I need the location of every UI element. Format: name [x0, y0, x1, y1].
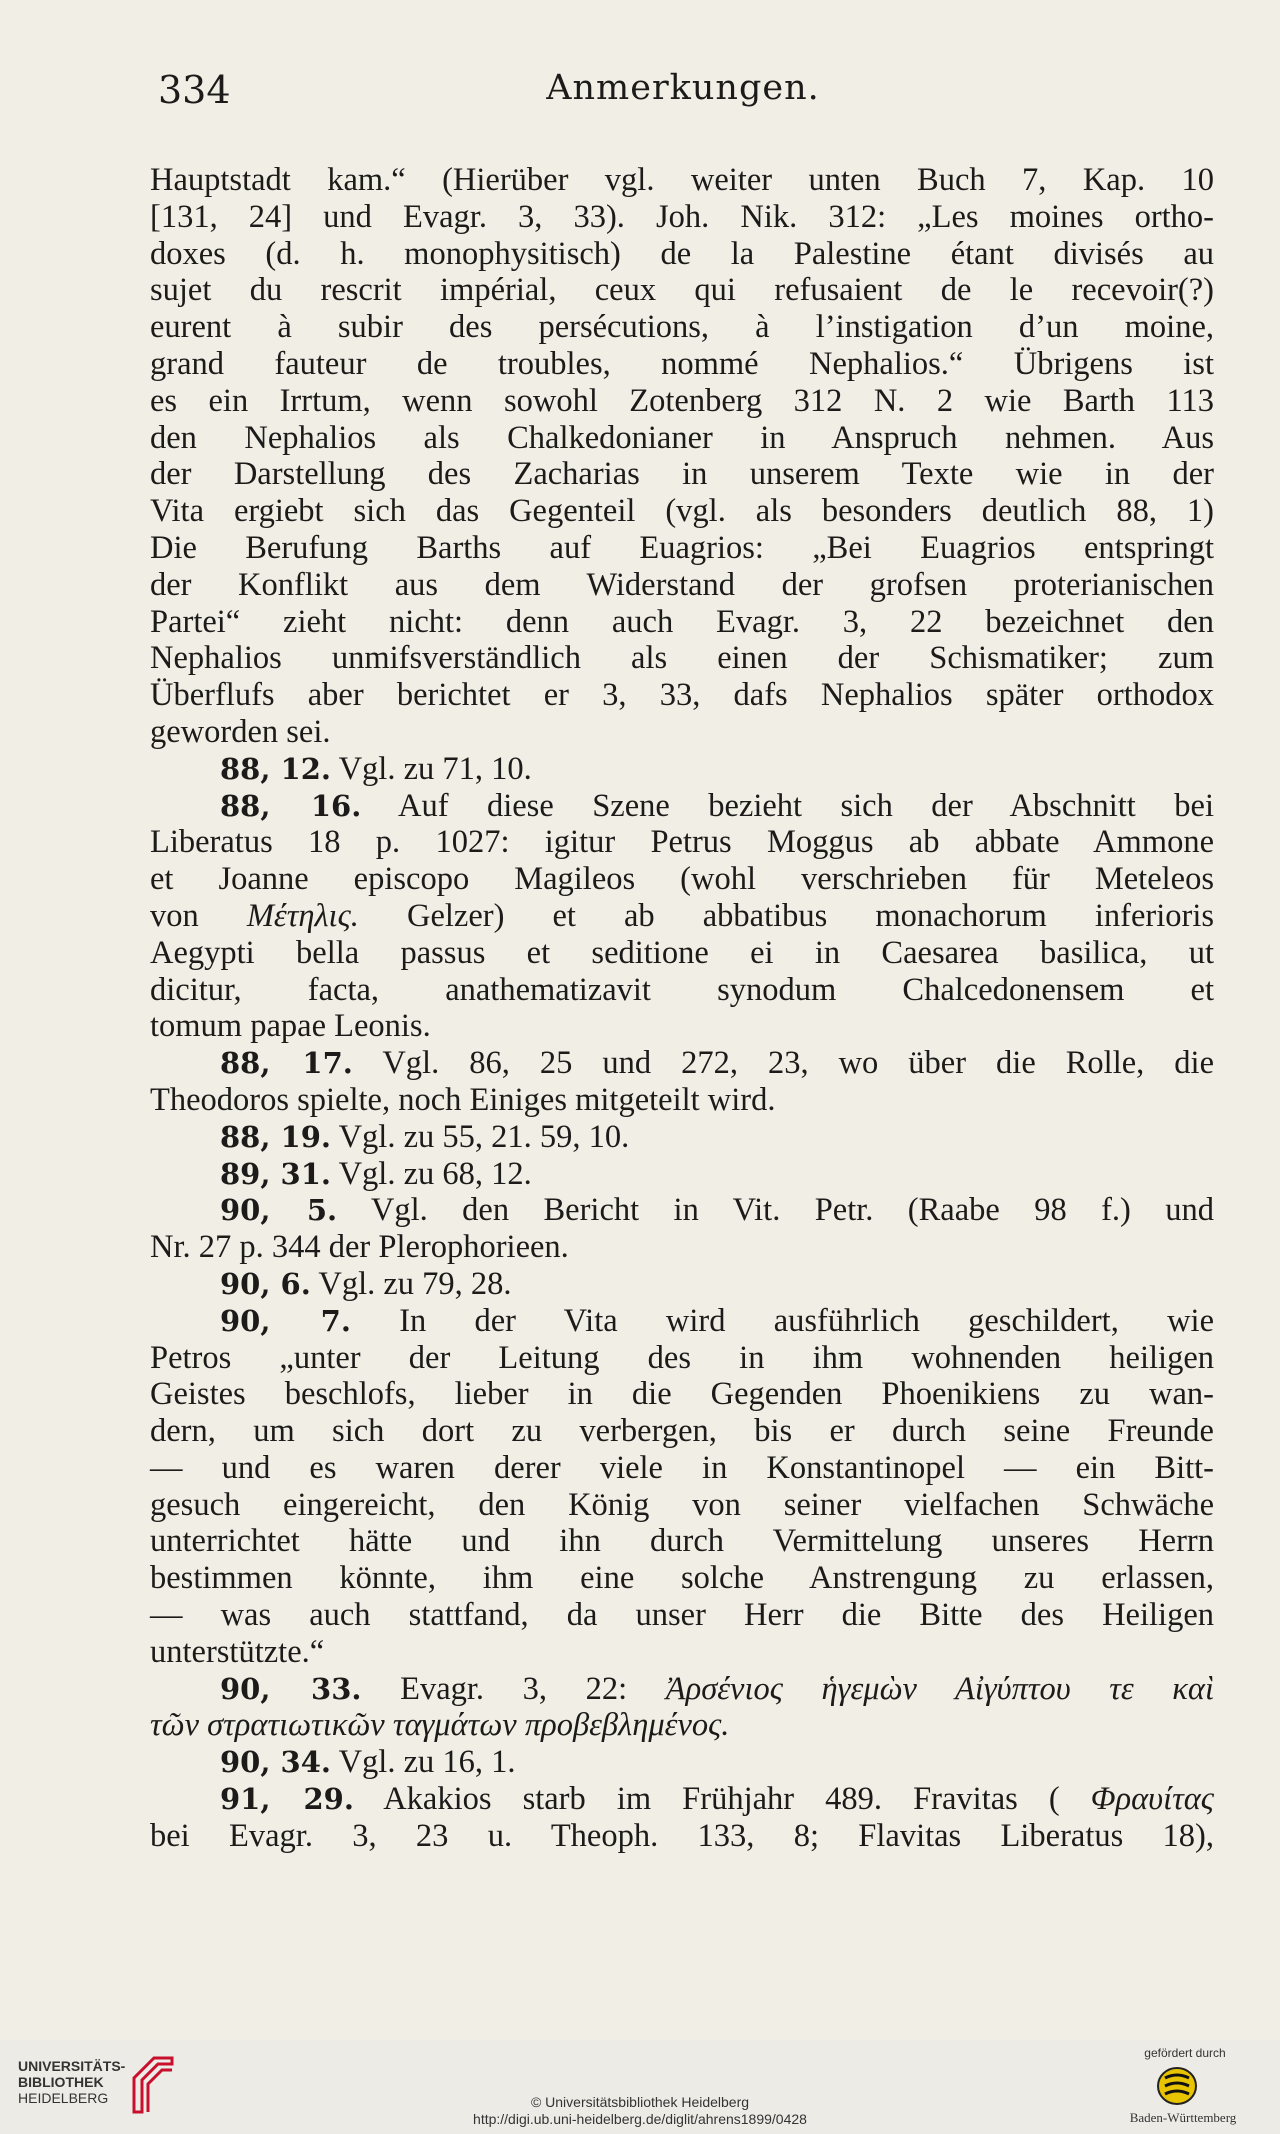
line-text: Evagr. 3, 22:	[400, 1670, 628, 1707]
text-line	[150, 1082, 1214, 1119]
text-line	[150, 1560, 1214, 1597]
text-line	[150, 1229, 1214, 1266]
line-text: Vgl. zu 71, 10.	[338, 750, 532, 787]
line-text: Akakios starb im Frühjahr 489. Fravitas (	[383, 1781, 1060, 1818]
note-reference: 88, 17.	[220, 1046, 353, 1081]
line-text: eurent à subir des persécutions, à l’instigation d’un moine,	[150, 309, 1214, 346]
line-text: gesuch eingereicht, den König von seiner vielfachen Schwäche	[150, 1486, 1214, 1523]
line-text: — und es waren derer viele in Konstantinopel — ein Bitt-	[150, 1449, 1214, 1486]
line-text: bei Evagr. 3, 23 u. Theoph. 133, 8; Flavitas Liberatus 18),	[150, 1817, 1214, 1854]
line-text: tomum papae Leonis.	[150, 1008, 431, 1045]
copyright-text: © Universitätsbibliothek Heidelberg	[530, 2094, 750, 2110]
text-line	[150, 861, 1214, 898]
text-line	[150, 1413, 1214, 1450]
line-text: — was auch stattfand, da unser Herr die Bitte des Heiligen	[150, 1597, 1214, 1634]
text-line	[150, 162, 1214, 199]
note-reference: 91, 29.	[220, 1782, 354, 1817]
text-line	[150, 604, 1214, 641]
greek-text: Μέτηλις.	[246, 897, 359, 934]
note-reference: 90, 34.	[220, 1745, 332, 1780]
note-reference: 90, 7.	[220, 1303, 351, 1338]
text-line	[150, 1008, 1214, 1045]
note-reference: 88, 19.	[220, 1119, 332, 1154]
library-name-line: HEIDELBERG	[18, 2090, 109, 2106]
line-text: grand fauteur de troubles, nommé Nephalios.“ Übrigens ist	[150, 345, 1214, 382]
note-entry-line	[150, 788, 1214, 825]
line-text: Vgl. zu 16, 1.	[338, 1744, 516, 1781]
text-line	[150, 383, 1214, 420]
text-line	[150, 420, 1214, 457]
note-entry-line	[150, 1266, 1214, 1303]
text-line	[150, 824, 1214, 861]
note-entry-line	[150, 1156, 1214, 1193]
funding-label: gefördert durch	[1144, 2046, 1226, 2060]
line-text: geworden sei.	[150, 713, 331, 750]
note-entry-line	[150, 751, 1214, 788]
line-text: bestimmen könnte, ihm eine solche Anstrengung zu erlassen,	[150, 1560, 1214, 1597]
text-line	[150, 1634, 1214, 1671]
line-text: doxes (d. h. monophysitisch) de la Palestine étant divisés au	[150, 235, 1214, 272]
note-reference: 88, 16.	[220, 788, 362, 823]
text-line	[150, 493, 1214, 530]
line-text: dicitur, facta, anathematizavit synodum Chalcedonensem et	[150, 971, 1214, 1008]
line-text: den Nephalios als Chalkedonianer in Anspruch nehmen. Aus	[150, 419, 1214, 456]
note-reference: 90, 33.	[220, 1671, 362, 1706]
text-line	[150, 1376, 1214, 1413]
note-reference: 90, 6.	[220, 1266, 311, 1301]
text-line	[150, 640, 1214, 677]
line-text: Liberatus 18 p. 1027: igitur Petrus Moggus ab abbate Ammone	[150, 824, 1214, 861]
copyright-notice	[0, 2094, 1280, 2128]
text-line	[150, 1450, 1214, 1487]
line-text: Gelzer) et ab abbatibus monachorum inferioris	[406, 897, 1215, 934]
text-line	[150, 199, 1214, 236]
text-line	[150, 1818, 1214, 1855]
line-text: Aegypti bella passus et seditione ei in Caesarea basilica, ut	[150, 934, 1214, 971]
line-text: Theodoros spielte, noch Einiges mitgeteilt wird.	[150, 1081, 776, 1118]
running-head: Anmerkungen.	[546, 68, 820, 108]
greek-text: τῶν στρατιωτικῶν ταγμάτων προβεβλημένος.	[150, 1707, 730, 1744]
line-text: es ein Irrtum, wenn sowohl Zotenberg 312 N. 2 wie Barth 113	[150, 382, 1214, 419]
line-text: der Konflikt aus dem Widerstand der grofsen proterianischen	[150, 566, 1214, 603]
text-line	[150, 1707, 1214, 1744]
note-entry-line	[150, 1119, 1214, 1156]
text-line	[150, 898, 1214, 935]
line-text: Die Berufung Barths auf Euagrios: „Bei Euagrios entspringt	[150, 529, 1214, 566]
note-entry-line	[150, 1671, 1214, 1708]
text-line	[150, 272, 1214, 309]
text-line	[150, 1597, 1214, 1634]
greek-text: Φραυίτας	[1090, 1781, 1214, 1818]
text-line	[150, 714, 1214, 751]
note-reference: 90, 5.	[220, 1193, 338, 1228]
line-text: Vgl. zu 68, 12.	[338, 1155, 532, 1192]
note-entry-line	[150, 1781, 1214, 1818]
funder-name: Baden-Württemberg	[1129, 2110, 1237, 2125]
text-line	[150, 935, 1214, 972]
text-line	[150, 677, 1214, 714]
text-line	[150, 1487, 1214, 1524]
line-text: In der Vita wird ausführlich geschildert, wie	[399, 1302, 1215, 1339]
text-line	[150, 972, 1214, 1009]
note-reference: 89, 31.	[220, 1156, 332, 1191]
text-line	[150, 530, 1214, 567]
line-text: Hauptstadt kam.“ (Hierüber vgl. weiter unten Buch 7, Kap. 10	[150, 162, 1214, 198]
line-text: unterstützte.“	[150, 1633, 325, 1670]
line-text: unterrichtet hätte und ihn durch Vermittelung unseres Herrn	[150, 1523, 1214, 1560]
text-line	[150, 456, 1214, 493]
line-text: der Darstellung des Zacharias in unserem Texte wie in der	[150, 456, 1214, 493]
text-line	[150, 567, 1214, 604]
note-entry-line	[150, 1045, 1214, 1082]
line-text: von	[150, 897, 199, 934]
line-text: Vgl. zu 55, 21. 59, 10.	[338, 1118, 630, 1155]
note-entry-line	[150, 1744, 1214, 1781]
line-text: Vgl. den Bericht in Vit. Petr. (Raabe 98 f.) und	[370, 1192, 1214, 1229]
line-text: [131, 24] und Evagr. 3, 33). Joh. Nik. 312: „Les moines ortho-	[150, 198, 1214, 235]
line-text: Nephalios unmifsverständlich als einen der Schismatiker; zum	[150, 640, 1214, 677]
body-text	[150, 162, 1214, 1855]
line-text: dern, um sich dort zu verbergen, bis er durch seine Freunde	[150, 1413, 1214, 1450]
line-text: Auf diese Szene bezieht sich der Abschnitt bei	[397, 787, 1214, 824]
line-text: sujet du rescrit impérial, ceux qui refusaient de le recevoir(?)	[150, 272, 1214, 309]
line-text: Vgl. zu 79, 28.	[318, 1265, 512, 1302]
footer-bar	[0, 2040, 1280, 2134]
baden-wuerttemberg-emblem-icon	[1156, 2066, 1198, 2106]
text-line	[150, 1340, 1214, 1377]
line-text: Vita ergiebt sich das Gegenteil (vgl. als besonders deutlich 88, 1)	[150, 493, 1214, 530]
line-text: Überflufs aber berichtet er 3, 33, dafs Nephalios später orthodox	[150, 677, 1214, 714]
line-text: Petros „unter der Leitung des in ihm wohnenden heiligen	[150, 1339, 1214, 1376]
page-number: 334	[158, 68, 231, 112]
source-url-link[interactable]: http://digi.ub.uni-heidelberg.de/diglit/ahrens1899/0428	[473, 2111, 807, 2127]
text-line	[150, 1523, 1214, 1560]
library-name-line: BIBLIOTHEK	[18, 2074, 104, 2090]
line-text: Geistes beschlofs, lieber in die Gegenden Phoenikiens zu wan-	[150, 1376, 1214, 1413]
line-text: Vgl. 86, 25 und 272, 23, wo über die Rolle, die	[382, 1045, 1214, 1082]
line-text: Nr. 27 p. 344 der Plerophorieen.	[150, 1229, 569, 1266]
library-name-line: UNIVERSITÄTS-	[18, 2058, 126, 2074]
page-header	[158, 68, 1208, 128]
greek-text: Ἀρσένιος ἡγεμὼν Αἰγύπτου τε καὶ	[665, 1670, 1214, 1707]
text-line	[150, 309, 1214, 346]
text-line	[150, 346, 1214, 383]
note-reference: 88, 12.	[220, 751, 332, 786]
note-entry-line	[150, 1192, 1214, 1229]
note-entry-line	[150, 1303, 1214, 1340]
line-text: et Joanne episcopo Magileos (wohl verschrieben für Meteleos	[150, 861, 1214, 898]
line-text: Partei“ zieht nicht: denn auch Evagr. 3, 22 bezeichnet den	[150, 603, 1214, 640]
text-line	[150, 236, 1214, 273]
